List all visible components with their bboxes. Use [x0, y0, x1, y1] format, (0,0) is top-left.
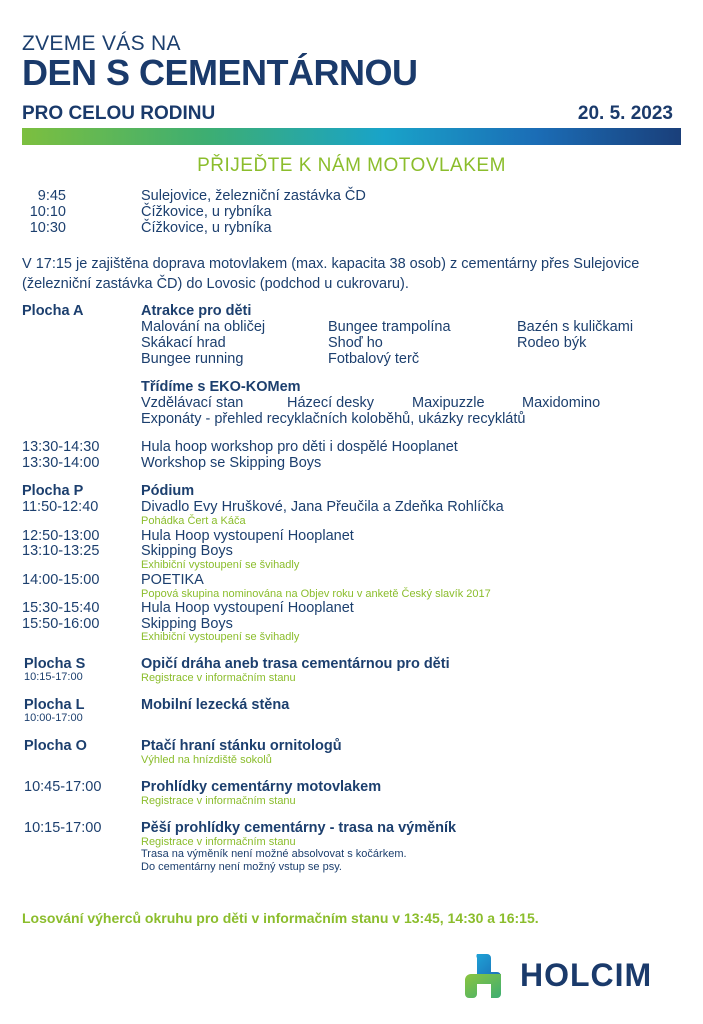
area-time: 10:15-17:00 — [24, 671, 83, 683]
registration-note: Registrace v informačním stanu — [141, 672, 296, 684]
section-title: Pěší prohlídky cementárny - trasa na výměník — [141, 820, 457, 836]
tour-time: 10:15-17:00 — [24, 820, 102, 836]
tour-time: 10:45-17:00 — [24, 779, 102, 795]
workshop-text: Hula hoop workshop pro děti i dospělé Hooplanet — [141, 439, 458, 455]
eko-description: Exponáty - přehled recyklačních koloběhů, ukázky recyklátů — [141, 411, 526, 427]
area-time: 10:00-17:00 — [24, 712, 83, 724]
program-time: 15:30-15:40 — [22, 600, 100, 616]
area-label: Plocha O — [24, 738, 87, 754]
program-text: Hula Hoop vystoupení Hooplanet — [141, 528, 354, 544]
eko-item: Vzdělávací stan — [141, 395, 244, 411]
holcim-logo-icon — [461, 952, 509, 1000]
attraction-item: Bungee trampolína — [328, 319, 451, 335]
holcim-logo-text: HOLCIM — [520, 957, 653, 993]
eko-item: Házecí desky — [287, 395, 375, 411]
area-label: Plocha L — [24, 697, 85, 713]
section-title: Atrakce pro děti — [141, 303, 252, 319]
section-title: Ptačí hraní stánku ornitologů — [141, 738, 342, 754]
workshop-time: 13:30-14:00 — [22, 455, 100, 471]
tour-info: Trasa na výměník není možné absolvovat s kočárkem. — [141, 848, 407, 860]
eko-item: Maxidomino — [522, 395, 601, 411]
gradient-bar — [22, 128, 681, 145]
program-time: 11:50-12:40 — [22, 499, 99, 515]
program-note: Výhled na hnízdiště sokolů — [141, 754, 272, 766]
stop-time: 10:10 — [29, 204, 66, 220]
section-title: Prohlídky cementárny motovlakem — [141, 779, 382, 795]
subtitle: PRO CELOU RODINU — [22, 103, 216, 124]
lottery-info: Losování výherců okruhu pro děti v informačním stanu v 13:45, 14:30 a 16:15. — [22, 910, 539, 926]
section-title: Opičí dráha aneb trasa cementárnou pro děti — [141, 656, 450, 672]
registration-note: Registrace v informačním stanu — [141, 795, 296, 807]
section-title: Pódium — [141, 483, 195, 499]
attraction-item: Fotbalový terč — [328, 351, 420, 367]
program-text: Skipping Boys — [141, 616, 233, 632]
page-title: DEN S CEMENTÁRNOU — [22, 52, 418, 93]
program-note: Exhibiční vystoupení se švihadly — [141, 559, 300, 571]
attraction-item: Bungee running — [141, 351, 244, 367]
section-title: Třídíme s EKO-KOMem — [141, 379, 301, 395]
program-text: POETIKA — [141, 572, 204, 588]
program-time: 15:50-16:00 — [22, 616, 100, 632]
event-date: 20. 5. 2023 — [577, 103, 673, 124]
train-heading: PŘIJEĎTE K NÁM MOTOVLAKEM — [197, 155, 506, 176]
stop-place: Čížkovice, u rybníka — [141, 220, 272, 236]
program-text: Divadlo Evy Hruškové, Jana Přeučila a Zdeňka Rohlíčka — [141, 499, 504, 515]
attraction-item: Shoď ho — [328, 335, 383, 351]
program-note: Exhibiční vystoupení se švihadly — [141, 631, 300, 643]
attraction-item: Malování na obličej — [141, 319, 266, 335]
attraction-item: Bazén s kuličkami — [517, 319, 634, 335]
program-text: Hula Hoop vystoupení Hooplanet — [141, 600, 354, 616]
area-label: Plocha P — [22, 483, 84, 499]
workshop-text: Workshop se Skipping Boys — [141, 455, 322, 471]
attraction-item: Rodeo býk — [517, 335, 587, 351]
stop-time: 9:45 — [37, 188, 66, 204]
registration-note: Registrace v informačním stanu — [141, 836, 296, 848]
program-time: 12:50-13:00 — [22, 528, 100, 544]
program-note: Popová skupina nominována na Objev roku v anketě Český slavík 2017 — [141, 588, 491, 600]
program-text: Skipping Boys — [141, 543, 233, 559]
return-transport-text: V 17:15 je zajištěna doprava motovlakem (max. kapacita 38 osob) z cementárny přes Sulejovice (železniční zastávka ČD) do Lovosic (podchod u cukrovaru). — [22, 256, 640, 292]
stop-time: 10:30 — [29, 220, 66, 236]
section-title: Mobilní lezecká stěna — [141, 697, 290, 713]
pre-title: ZVEME VÁS NA — [22, 32, 181, 55]
area-label: Plocha S — [24, 656, 86, 672]
program-time: 13:10-13:25 — [22, 543, 100, 559]
eko-item: Maxipuzzle — [412, 395, 485, 411]
stop-place: Čížkovice, u rybníka — [141, 204, 272, 220]
stop-place: Sulejovice, železniční zastávka ČD — [141, 188, 366, 204]
tour-info: Do cementárny není možný vstup se psy. — [141, 861, 342, 873]
program-time: 14:00-15:00 — [22, 572, 100, 588]
workshop-time: 13:30-14:30 — [22, 439, 100, 455]
program-note: Pohádka Čert a Káča — [141, 515, 246, 527]
area-label: Plocha A — [22, 303, 84, 319]
attraction-item: Skákací hrad — [141, 335, 226, 351]
